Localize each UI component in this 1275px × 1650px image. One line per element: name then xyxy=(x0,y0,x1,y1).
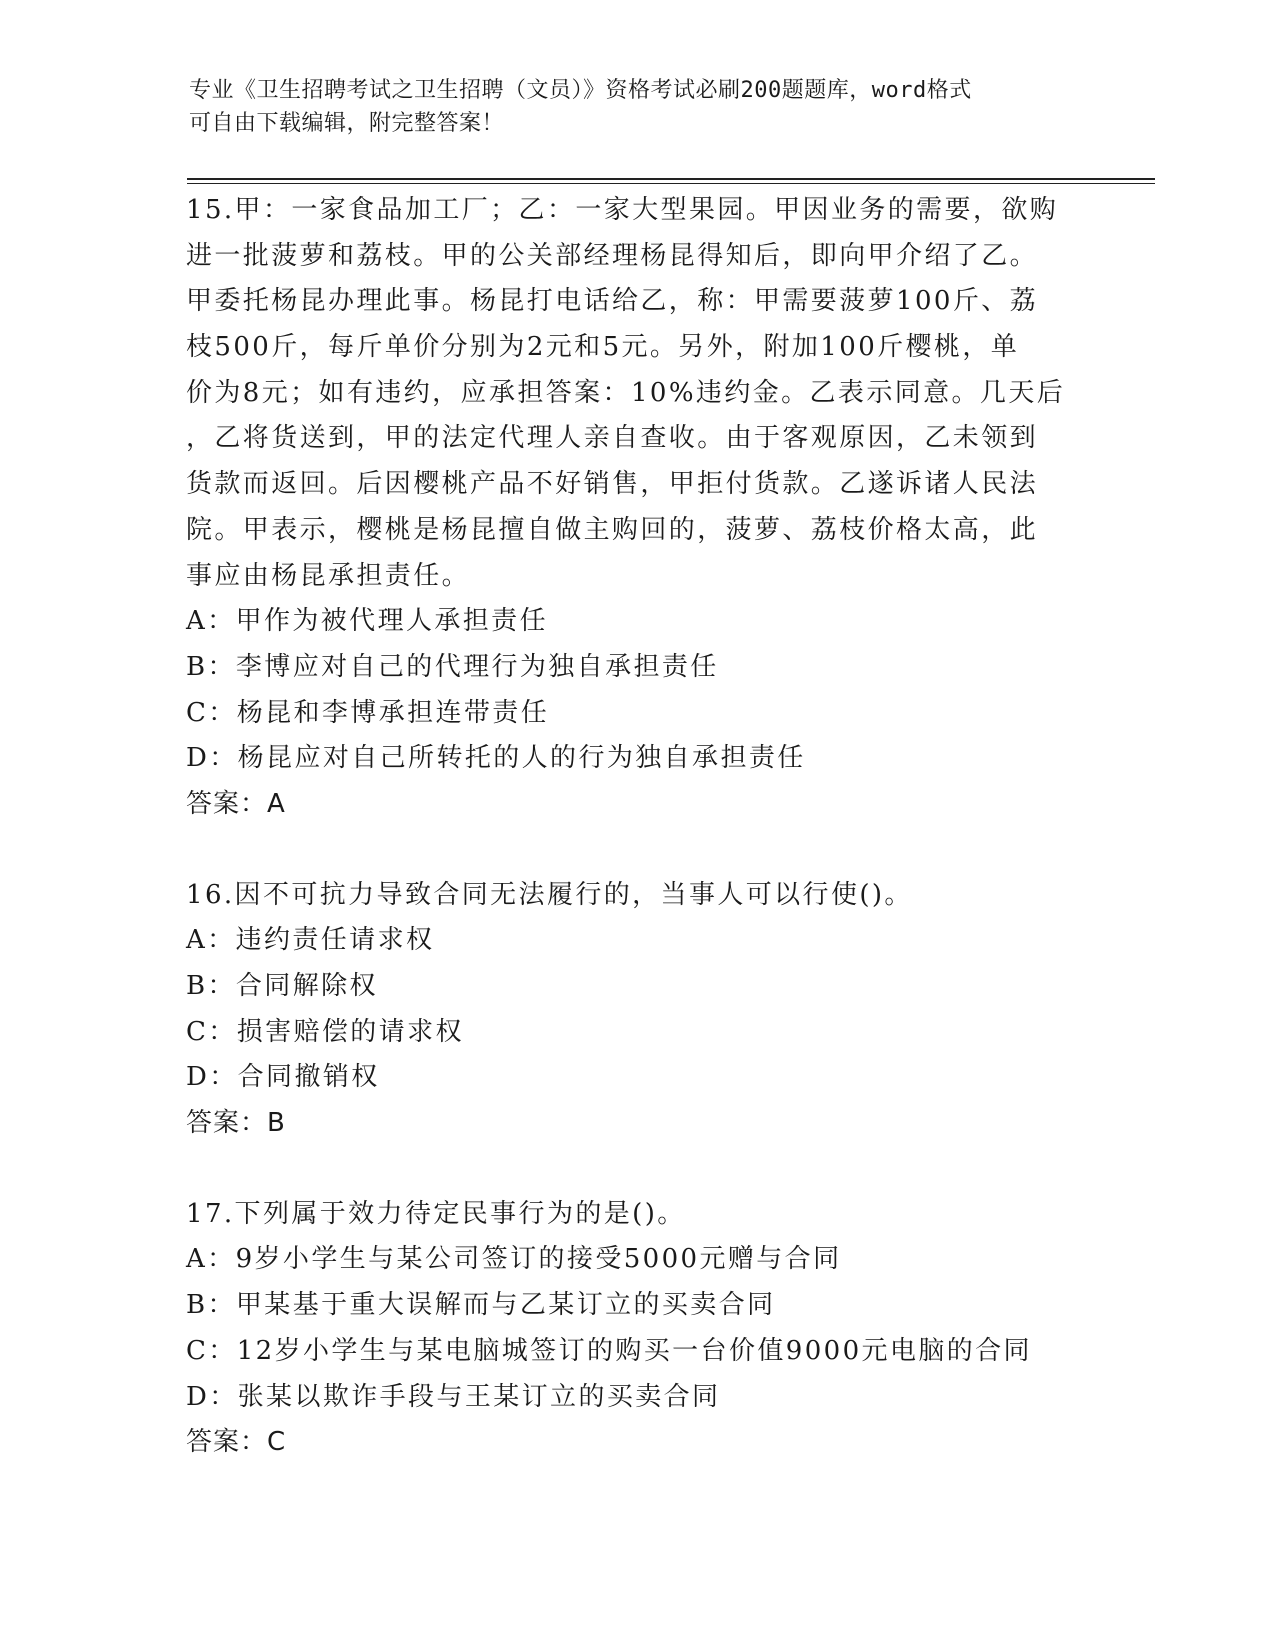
option-d: D：合同撤销权 xyxy=(186,1062,380,1093)
question-stem-line: 枝500斤，每斤单价分别为2元和5元。另外，附加100斤樱桃，单 xyxy=(186,332,1020,363)
header-divider xyxy=(187,183,1155,184)
option-b: B：李博应对自己的代理行为独自承担责任 xyxy=(186,651,719,682)
answer-label: 答案：B xyxy=(186,1108,286,1139)
option-c: C：损害赔偿的请求权 xyxy=(186,1016,464,1047)
question-item xyxy=(186,188,1086,828)
question-item xyxy=(186,873,1086,1147)
question-stem-line: 价为8元；如有违约，应承担答案：10%违约金。乙表示同意。几天后 xyxy=(186,377,1066,408)
question-stem-line: 院。甲表示，樱桃是杨昆擅自做主购回的，菠萝、荔枝价格太高，此 xyxy=(186,514,1039,545)
option-c: C：杨昆和李博承担连带责任 xyxy=(186,697,550,728)
answer-label: 答案：C xyxy=(186,1427,287,1458)
option-b: B：甲某基于重大误解而与乙某订立的买卖合同 xyxy=(186,1290,776,1321)
question-list xyxy=(186,188,1086,1511)
option-b: B：合同解除权 xyxy=(186,971,378,1001)
question-stem-line: 15.甲：一家食品加工厂；乙：一家大型果园。甲因业务的需要，欲购 xyxy=(186,195,1059,225)
option-a: A：9岁小学生与某公司签订的接受5000元赠与合同 xyxy=(186,1244,842,1275)
option-a: A：违约责任请求权 xyxy=(186,925,435,956)
option-d: D：张某以欺诈手段与王某订立的买卖合同 xyxy=(186,1381,721,1412)
question-stem-line: 进一批菠萝和荔枝。甲的公关部经理杨昆得知后，即向甲介绍了乙。 xyxy=(186,240,1039,271)
option-c: C：12岁小学生与某电脑城签订的购买一台价值9000元电脑的合同 xyxy=(186,1335,1032,1366)
question-item xyxy=(186,1192,1086,1466)
question-stem-line: 甲委托杨昆办理此事。杨昆打电话给乙，称：甲需要菠萝100斤、荔 xyxy=(186,286,1039,317)
header-line: 可自由下载编辑，附完整答案！ xyxy=(189,111,505,136)
question-stem-line: 16.因不可抗力导致合同无法履行的，当事人可以行使()。 xyxy=(186,879,913,910)
question-stem-line: 事应由杨昆承担责任。 xyxy=(186,560,471,591)
question-stem-line: ，乙将货送到，甲的法定代理人亲自查收。由于客观原因，乙未领到 xyxy=(186,423,1039,454)
header-divider xyxy=(187,178,1155,180)
question-stem-line: 货款而返回。后因樱桃产品不好销售，甲拒付货款。乙遂诉诸人民法 xyxy=(186,469,1039,500)
header-line: 专业《卫生招聘考试之卫生招聘（文员）》资格考试必刷200题题库，word格式 xyxy=(189,78,972,103)
question-stem-line: 17.下列属于效力待定民事行为的是()。 xyxy=(186,1198,686,1229)
answer-label: 答案：A xyxy=(186,788,286,819)
document-header xyxy=(189,74,1069,140)
option-a: A：甲作为被代理人承担责任 xyxy=(186,606,548,637)
option-d: D：杨昆应对自己所转托的人的行为独自承担责任 xyxy=(186,743,806,774)
